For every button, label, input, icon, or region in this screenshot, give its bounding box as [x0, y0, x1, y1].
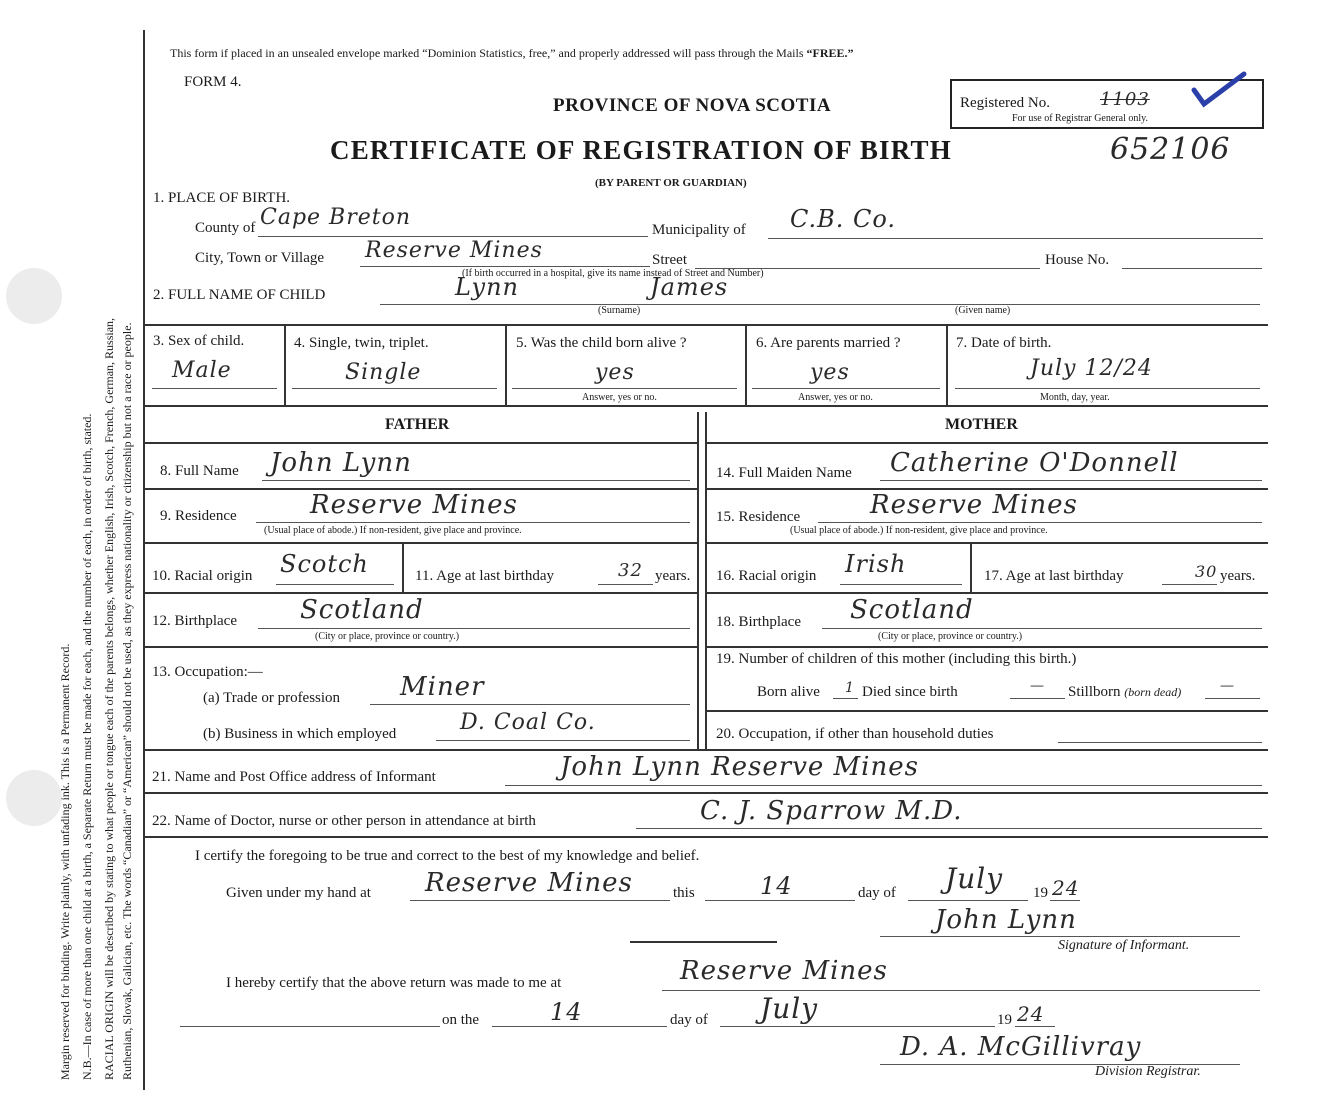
given-place-line — [410, 900, 670, 901]
row3-divider-3 — [745, 324, 747, 406]
certify-text: I certify the foregoing to be true and correct to the best of my knowledge and belief. — [195, 848, 700, 864]
mother-birthplace-value: Scotland — [850, 595, 974, 625]
registrar-signature: D. A. McGillivray — [900, 1032, 1142, 1062]
father-name-line — [262, 480, 690, 481]
born-alive-note: Answer, yes or no. — [582, 392, 657, 403]
father-name-label: 8. Full Name — [160, 463, 239, 479]
father-age-label: 11. Age at last birthday — [415, 568, 554, 584]
punch-hole-bottom — [6, 770, 62, 826]
registered-value: 1103 — [1100, 89, 1150, 110]
father-business-line — [436, 740, 690, 741]
margin-note-3: RACIAL ORIGIN will be described by stating to what people or tongue each of the parents belongs, whether English, Irish, Scotch, French, German, Russian, — [102, 317, 116, 1080]
punch-hole-top — [6, 268, 62, 324]
born-alive-label: 5. Was the child born alive ? — [516, 335, 687, 351]
page-title: CERTIFICATE OF REGISTRATION OF BIRTH — [330, 135, 952, 165]
this-label: this — [673, 885, 695, 901]
row3-divider-4 — [946, 324, 948, 406]
married-label: 6. Are parents married ? — [756, 335, 901, 351]
mother-row19-bottom — [705, 710, 1268, 712]
doctor-label: 22. Name of Doctor, nurse or other person in attendance at birth — [152, 813, 536, 829]
stillborn-label — [1068, 684, 1181, 701]
mother-race-value: Irish — [845, 550, 907, 578]
signature-of-informant-label: Signature of Informant. — [1058, 938, 1190, 953]
parents-divider-right — [705, 412, 707, 749]
father-race-value: Scotch — [280, 550, 369, 578]
registrar-month-value: July — [760, 992, 819, 1025]
born-alive-count-line — [833, 698, 858, 699]
died-count-value: — — [1030, 678, 1045, 694]
municipality-label: Municipality of — [652, 222, 746, 238]
dob-note: Month, day, year. — [1040, 392, 1110, 403]
mother-birthplace-note: (City or place, province or country.) — [878, 631, 1023, 642]
given-under-label: Given under my hand at — [226, 885, 371, 901]
father-birthplace-line — [258, 628, 690, 629]
margin-note-1: Margin reserved for binding. Write plainly, with unfading ink. This is a Permanent Record. — [58, 643, 72, 1080]
margin-note-2: N.B.—In case of more than one child at a birth, a Separate Return must be made for each, and the number of each, in order of birth, stated. — [80, 413, 94, 1080]
section22-bottom — [143, 836, 1268, 838]
parents-top-border — [143, 405, 1268, 407]
registrar-dayof-label: day of — [670, 1012, 708, 1028]
father-residence-value: Reserve Mines — [310, 490, 518, 520]
mother-age-value: 30 — [1195, 562, 1218, 581]
father-row10-bottom — [143, 592, 697, 594]
street-label: Street — [652, 252, 687, 268]
section21-bottom — [143, 792, 1268, 794]
certify-year-line — [1050, 900, 1080, 901]
row3-divider-2 — [505, 324, 507, 406]
registrar-place-line — [662, 990, 1260, 991]
mother-name-line — [880, 480, 1262, 481]
certify-month-value: July — [945, 862, 1004, 895]
father-trade-label: (a) Trade or profession — [203, 690, 341, 706]
informant-signature: John Lynn — [935, 905, 1077, 935]
given-note: (Given name) — [955, 305, 1011, 316]
child-name-line — [380, 304, 1260, 305]
mother-age-label: 17. Age at last birthday — [984, 568, 1124, 584]
municipality-value: C.B. Co. — [790, 205, 897, 233]
father-race-line — [276, 584, 394, 585]
child-name-label: 2. FULL NAME OF CHILD — [153, 287, 326, 303]
mother-residence-label: 15. Residence — [716, 509, 801, 525]
margin-note-4: Ruthenian, Slovak, Galician, etc. The words “Canadian” or “American” should not be used, as they express nationality or citizenship but not a race or people. — [120, 322, 134, 1080]
father-trade-line — [370, 704, 690, 705]
registrar-on-label: on the — [442, 1012, 480, 1028]
parents-divider-left — [697, 412, 699, 749]
father-race-label: 10. Racial origin — [152, 568, 253, 584]
postal-notice: This form if placed in an unsealed envelope marked “Dominion Statistics, free,” and properly addressed will pass through the Mails “FREE.” — [170, 46, 854, 60]
mother-heading-line — [705, 442, 1268, 444]
stillborn-line — [1205, 698, 1260, 699]
given-place-value: Reserve Mines — [425, 868, 633, 898]
father-heading-line — [143, 442, 697, 444]
registered-label: Registered No. — [960, 95, 1050, 111]
city-line — [360, 266, 650, 267]
father-occupation-label: 13. Occupation:— — [152, 664, 263, 680]
mother-age-line — [1162, 584, 1217, 585]
certify-separator — [630, 941, 777, 943]
died-count-line — [1010, 698, 1065, 699]
mother-row15-bottom — [705, 542, 1268, 544]
registrar-text: I hereby certify that the above return was made to me at — [226, 975, 562, 991]
married-line — [752, 388, 940, 389]
mother-occupation-label: 20. Occupation, if other than household duties — [716, 726, 994, 742]
stillborn-text: Stillborn — [1068, 684, 1121, 700]
certify-day-value: 14 — [760, 872, 793, 900]
stillborn-value: — — [1220, 678, 1235, 694]
plurality-value: Single — [345, 360, 422, 385]
dob-line — [955, 388, 1260, 389]
mother-years-label: years. — [1220, 568, 1256, 584]
certify-day-line — [705, 900, 855, 901]
surname-note: (Surname) — [598, 305, 641, 316]
plurality-label: 4. Single, twin, triplet. — [294, 335, 429, 351]
doctor-line — [636, 828, 1262, 829]
registrar-year-line — [1015, 1026, 1055, 1027]
mother-occupation-line — [1058, 742, 1262, 743]
father-trade-value: Miner — [400, 672, 485, 702]
city-value: Reserve Mines — [365, 238, 543, 263]
plurality-line — [292, 388, 497, 389]
father-residence-line — [256, 522, 690, 523]
mother-residence-value: Reserve Mines — [870, 490, 1078, 520]
stillborn-note: (born dead) — [1124, 685, 1182, 699]
child-given-value: James — [650, 273, 729, 301]
mother-row16-bottom — [705, 592, 1268, 594]
father-row9-bottom — [143, 542, 697, 544]
mother-residence-line — [818, 522, 1262, 523]
sex-line — [152, 388, 277, 389]
mother-age-divider — [970, 542, 972, 592]
father-birthplace-label: 12. Birthplace — [152, 613, 237, 629]
county-line — [258, 236, 648, 237]
registrar-month-line — [720, 1026, 995, 1027]
father-residence-note: (Usual place of abode.) If non-resident, give place and province. — [264, 525, 522, 536]
registrar-year-value: 24 — [1017, 1002, 1045, 1026]
father-heading: FATHER — [385, 416, 450, 433]
mother-children-label: 19. Number of children of this mother (including this birth.) — [716, 651, 1077, 667]
child-surname-value: Lynn — [455, 273, 519, 301]
dob-value: July 12/24 — [1030, 356, 1153, 381]
died-count-label: Died since birth — [862, 684, 958, 700]
sex-value: Male — [172, 358, 232, 383]
stamp-number: 652106 — [1110, 132, 1231, 167]
mother-birthplace-line — [822, 628, 1262, 629]
mother-name-value: Catherine O'Donnell — [890, 448, 1179, 478]
father-business-label: (b) Business in which employed — [203, 726, 397, 742]
mother-row18-bottom — [705, 646, 1268, 648]
father-years-label: years. — [655, 568, 691, 584]
father-residence-label: 9. Residence — [160, 508, 237, 524]
informant-line — [505, 785, 1262, 786]
mother-birthplace-label: 18. Birthplace — [716, 614, 801, 630]
form-number: FORM 4. — [184, 74, 242, 90]
father-business-value: D. Coal Co. — [460, 710, 596, 735]
informant-signature-line — [880, 936, 1240, 937]
born-alive-value: yes — [595, 360, 635, 385]
doctor-value: C. J. Sparrow M.D. — [700, 796, 963, 826]
check-icon — [1190, 70, 1250, 110]
father-age-value: 32 — [618, 560, 643, 581]
married-value: yes — [810, 360, 850, 385]
hospital-note: (If birth occurred in a hospital, give its name instead of Street and Number) — [462, 268, 764, 279]
certify-dayof-label: day of — [858, 885, 896, 901]
registrar-day-value: 14 — [550, 998, 583, 1026]
dob-label: 7. Date of birth. — [956, 335, 1052, 351]
married-note: Answer, yes or no. — [798, 392, 873, 403]
mother-name-label: 14. Full Maiden Name — [716, 465, 852, 481]
county-label: County of — [195, 220, 256, 236]
father-row12-bottom — [143, 646, 697, 648]
page-subtitle: (BY PARENT OR GUARDIAN) — [595, 177, 747, 189]
certify-month-line — [908, 900, 1028, 901]
father-birthplace-note: (City or place, province or country.) — [315, 631, 460, 642]
father-birthplace-value: Scotland — [300, 595, 424, 625]
house-line — [1122, 268, 1262, 269]
mother-race-line — [840, 584, 962, 585]
mother-heading: MOTHER — [945, 416, 1018, 433]
city-label: City, Town or Village — [195, 250, 325, 266]
father-age-divider — [402, 542, 404, 592]
born-alive-count-value: 1 — [845, 680, 855, 696]
born-alive-count-label: Born alive — [757, 684, 820, 700]
row3-divider-1 — [284, 324, 286, 406]
division-registrar-label: Division Registrar. — [1095, 1064, 1201, 1079]
frame-left-border — [143, 30, 145, 1090]
informant-label: 21. Name and Post Office address of Informant — [152, 769, 436, 785]
born-alive-line — [512, 388, 737, 389]
mother-residence-note: (Usual place of abode.) If non-resident, give place and province. — [790, 525, 1048, 536]
sex-label: 3. Sex of child. — [153, 333, 245, 349]
place-of-birth-heading: 1. PLACE OF BIRTH. — [153, 190, 291, 206]
father-name-value: John Lynn — [270, 448, 412, 478]
certify-year-prefix: 19 — [1033, 885, 1048, 901]
parents-bottom-border — [143, 749, 1268, 751]
informant-value: John Lynn Reserve Mines — [560, 752, 919, 782]
mother-race-label: 16. Racial origin — [716, 568, 817, 584]
registrar-year-prefix: 19 — [997, 1012, 1012, 1028]
municipality-line — [768, 238, 1263, 239]
registered-note: For use of Registrar General only. — [1012, 113, 1148, 124]
county-value: Cape Breton — [260, 205, 412, 230]
registrar-day-line — [492, 1026, 667, 1027]
father-age-line — [598, 584, 653, 585]
house-label: House No. — [1045, 252, 1110, 268]
province-heading: PROVINCE OF NOVA SCOTIA — [553, 95, 832, 116]
certify-year-value: 24 — [1052, 876, 1080, 900]
row3-top-border — [143, 324, 1268, 326]
registrar-place-value: Reserve Mines — [680, 956, 888, 986]
registrar-lead-line — [180, 1026, 440, 1027]
